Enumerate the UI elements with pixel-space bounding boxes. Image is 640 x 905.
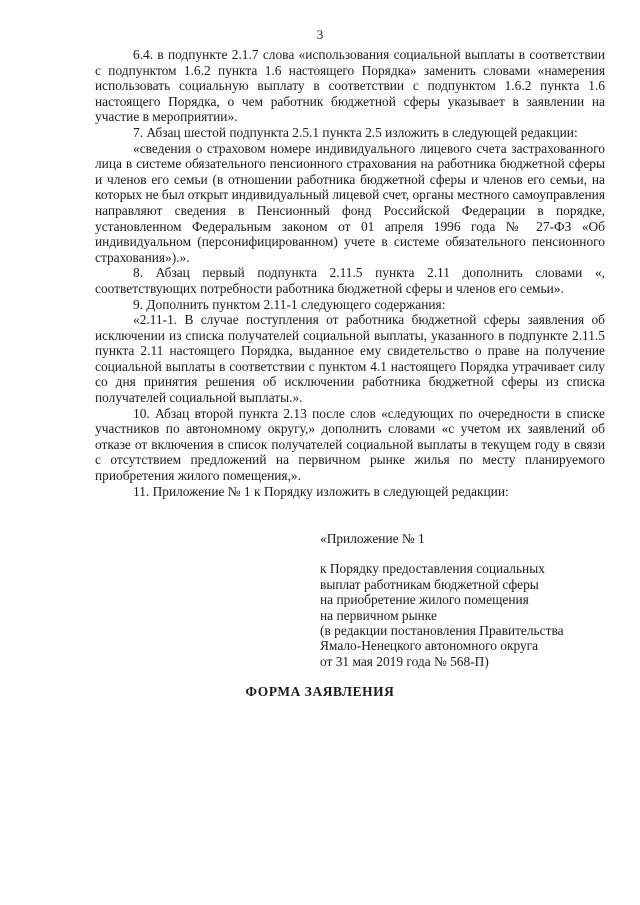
paragraph-9-quote: «2.11-1. В случае поступления от работника бюджетной сферы заявления об исключении из списка получателей социальной выплаты, указанного в подпункте 2.11.5 пункта 2.11 настоящего Порядка, выданное ему свидетельство о праве на получение социальной выплаты в соответствии с пунктом 4.1 настоящего Порядка утрачивает силу со дня принятия решения об исключении работника бюджетной сферы из списка получателей социальной выплаты.». [95, 312, 605, 406]
appendix-header [320, 531, 610, 669]
paragraph-11: 11. Приложение № 1 к Порядку изложить в следующей редакции: [133, 483, 509, 499]
paragraph-6-4: 6.4. в подпункте 2.1.7 слова «использования социальной выплаты в соответствии с подпунктом 1.6.2 пункта 1.6 настоящего Порядка» заменить словами «намерения использовать социальную выплату в соответствии с подпунктом 1.6.2 пункта 1.6 настоящего Порядка, о чем работник бюджетной сферы указывает в заявлении на участие в мероприятии». [95, 47, 605, 125]
paragraph-9: 9. Дополнить пунктом 2.11-1 следующего содержания: [133, 296, 446, 312]
paragraph-10: 10. Абзац второй пункта 2.13 после слов «следующих по очередности в списке участников по автономному округу,» дополнить словами «с учетом их заявлений об отказе от включения в список получателей социальной выплаты в текущем году в связи с отсутствием предложений на первичном рынке жилья по месту планируемого приобретения жилого помещения,». [95, 405, 605, 484]
appendix-title: «Приложение № 1 [320, 531, 425, 546]
paragraph-8: 8. Абзац первый подпункта 2.11.5 пункта 2.11 дополнить словами «, соответствующих потребности работника бюджетной сферы и членов его семьи». [95, 265, 605, 296]
paragraph-7-quote: «сведения о страховом номере индивидуального лицевого счета застрахованного лица в системе обязательного пенсионного страхования на работника бюджетной сферы и членов его семьи (в отношении работника бюджетной сферы и членов его семьи, на которых не был открыт индивидуальный лицевой счет, органы местного самоуправления направляют сведения в Пенсионный фонд Российской Федерации в порядке, установленном Федеральным законом от 01 апреля 1996 года № 27-ФЗ «Об индивидуальном (персонифицированном) учете в системе обязательного пенсионного страхования»).». [95, 140, 605, 265]
appendix-line: выплат работникам бюджетной сферы [320, 576, 539, 592]
paragraph-7: 7. Абзац шестой подпункта 2.5.1 пункта 2.5 изложить в следующей редакции: [133, 124, 578, 140]
form-heading: ФОРМА ЗАЯВЛЕНИЯ [245, 684, 395, 699]
appendix-line: от 31 мая 2019 года № 568-П) [320, 653, 489, 669]
document-body [95, 47, 605, 499]
appendix-line: на приобретение жилого помещения [320, 592, 529, 608]
appendix-line: к Порядку предоставления социальных [320, 561, 545, 577]
appendix-line: (в редакции постановления Правительства [320, 623, 564, 639]
appendix-line: на первичном рынке [320, 607, 437, 623]
appendix-line: Ямало-Ненецкого автономного округа [320, 638, 539, 654]
page-number: 3 [316, 27, 324, 42]
